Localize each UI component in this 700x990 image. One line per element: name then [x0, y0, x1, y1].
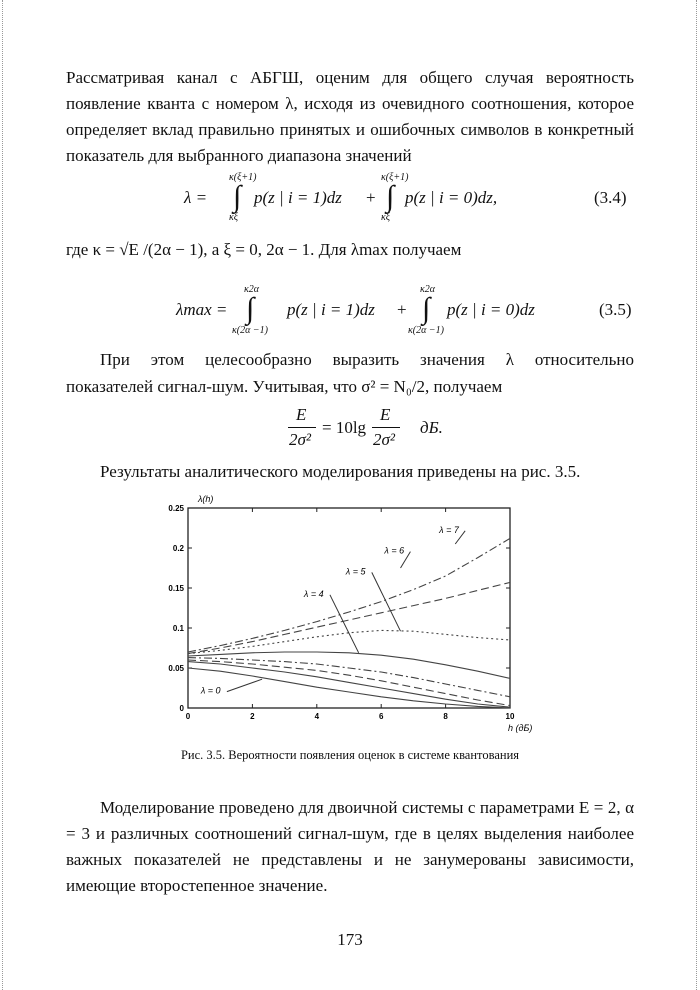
- curve-label-leader: [372, 572, 401, 631]
- eq36-unit: дБ.: [420, 418, 443, 437]
- paragraph-1: Рассматривая канал с АБГШ, оценим для общего случая вероятность появление кванта с номером λ, исходя из очевидного соотношения, которое определяет вклад правильно принятых и ошибочных символов в конкретный показатель для выбранного диапазона значений: [66, 68, 634, 165]
- eq36-num1: E: [296, 405, 307, 424]
- figure-caption: Рис. 3.5. Вероятности появления оценок в системе квантования: [180, 748, 520, 762]
- eq34-int2-lower: κξ: [381, 212, 391, 223]
- page-number: 173: [337, 930, 363, 949]
- eq36-num2: E: [380, 405, 391, 424]
- eq36-den2: 2σ²: [373, 430, 395, 449]
- y-tick-label: 0.25: [168, 504, 184, 513]
- left-page-edge: [2, 0, 4, 990]
- y-tick-label: 0.1: [172, 624, 184, 633]
- x-tick-label: 4: [314, 712, 320, 721]
- eq34-int1-lower: κξ: [229, 212, 239, 223]
- eq36-mid: = 10lg: [322, 418, 367, 437]
- x-tick-label: 6: [378, 712, 384, 721]
- y-tick-label: 0.2: [172, 544, 184, 553]
- eq35-number: (3.5): [599, 300, 632, 319]
- series-line-lambda6: [188, 582, 510, 653]
- plot-frame: [188, 508, 510, 708]
- eq35-int1-upper: κ2α: [244, 284, 260, 295]
- eq34-integral-2: ∫: [386, 180, 395, 213]
- curve-label: λ = 7: [439, 524, 459, 535]
- eq35-int1-body: p(z | i = 1)dz: [287, 300, 375, 319]
- curve-label: λ = 6: [384, 545, 405, 556]
- x-tick-label: 2: [250, 712, 255, 721]
- eq34-plus: +: [366, 188, 376, 207]
- eq35-plus: +: [397, 300, 407, 319]
- eq34-int1-upper: κ(ξ+1): [229, 172, 257, 183]
- eq35-int2-lower: κ(2α −1): [408, 325, 444, 336]
- paragraph-3: Результаты аналитического моделирования приведены на рис. 3.5.: [100, 462, 581, 481]
- eq35-integral-2: ∫: [422, 292, 431, 325]
- eq35-integral-1: ∫: [246, 292, 255, 325]
- curve-label: λ = 0: [200, 685, 221, 696]
- where-line: где κ = √E /(2α − 1), а ξ = 0, 2α − 1. Для λmax получаем: [66, 240, 462, 259]
- curve-label: λ = 5: [345, 566, 366, 577]
- right-page-edge: [696, 0, 698, 990]
- curve-label-leader: [227, 679, 262, 691]
- series-line-lambda3: [188, 658, 510, 697]
- paragraph-2-line-2: показателей сигнал-шум. Учитывая, что σ² = N₀/2, получаем: [66, 377, 503, 396]
- paragraph-4: Моделирование проведено для двоичной системы с параметрами E = 2, α = 3 и различных соотношений сигнал-шум, где в целях выделения наиболее важных показателей не представлены и не занумерованы зависимости, имеющие второстепенное значение.: [66, 798, 634, 895]
- x-tick-label: 8: [443, 712, 448, 721]
- eq36-den1: 2σ²: [289, 430, 311, 449]
- figure-3-5-chart: [150, 488, 540, 748]
- eq35-int2-body: p(z | i = 0)dz: [447, 300, 535, 319]
- eq34-number: (3.4): [594, 188, 627, 207]
- y-tick-label: 0: [179, 704, 184, 713]
- eq35-int2-upper: κ2α: [420, 284, 436, 295]
- y-axis-label: λ(h): [198, 494, 214, 504]
- eq34-int2-body: p(z | i = 0)dz,: [405, 188, 498, 207]
- y-tick-label: 0.05: [168, 664, 184, 673]
- y-tick-label: 0.15: [168, 584, 184, 593]
- x-tick-label: 0: [185, 712, 191, 721]
- eq35-int1-lower: κ(2α −1): [232, 325, 268, 336]
- eq34-int2-upper: κ(ξ+1): [381, 172, 409, 183]
- series-line-lambda4: [188, 652, 510, 678]
- curve-label: λ = 4: [303, 588, 324, 599]
- x-tick-label: 10: [505, 712, 515, 721]
- eq36-fraction-bar-2: [372, 427, 400, 428]
- eq36-fraction-bar-1: [288, 427, 316, 428]
- eq35-lhs: λmax =: [176, 300, 228, 319]
- x-axis-label: h (дБ): [508, 723, 533, 733]
- eq34-integral-1: ∫: [233, 180, 242, 213]
- paragraph-2-line-1: При этом целесообразно выразить значения λ относительно: [100, 350, 634, 369]
- eq34-lhs: λ =: [184, 188, 208, 207]
- eq34-int1-body: p(z | i = 1)dz: [254, 188, 342, 207]
- series-line-lambda7: [188, 538, 510, 652]
